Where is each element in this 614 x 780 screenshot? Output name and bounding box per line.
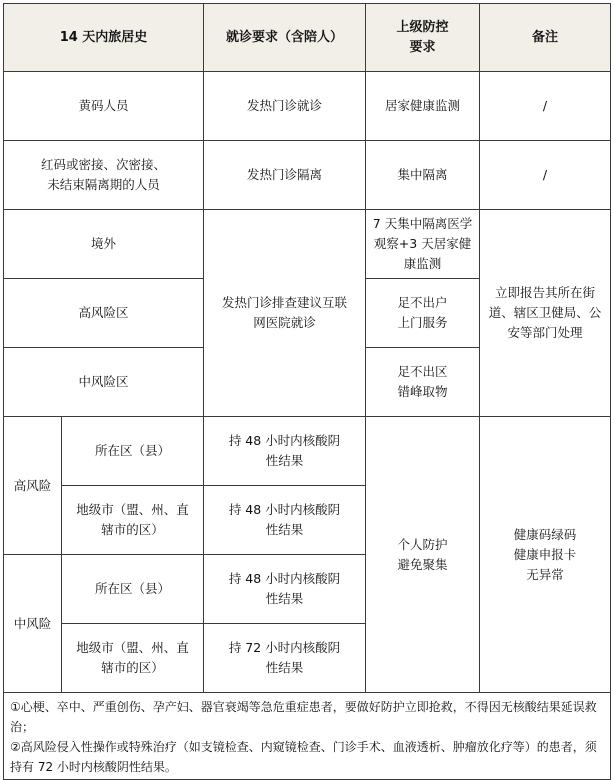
group-label-high: 高风险 xyxy=(4,417,62,555)
visit-mid-city: 持 72 小时内核酸阴性结果 xyxy=(204,624,366,693)
policy-table xyxy=(3,3,611,780)
note-risk-groups: 健康码绿码健康申报卡无异常 xyxy=(480,417,611,693)
sub-label-high-county: 所在区（县） xyxy=(62,417,204,486)
footnotes xyxy=(4,693,611,780)
sub-label-mid-city: 地级市（盟、州、直辖市的区） xyxy=(62,624,204,693)
control-high-area: 足不出户上门服务 xyxy=(366,279,480,348)
row-label-red: 红码或密接、次密接、未结束隔离期的人员 xyxy=(4,141,204,210)
row-label-overseas: 境外 xyxy=(4,210,204,279)
row-label-mid-area: 中风险区 xyxy=(4,348,204,417)
control-red: 集中隔离 xyxy=(366,141,480,210)
note-shared: 立即报告其所在街道、辖区卫健局、公安等部门处理 xyxy=(480,210,611,417)
group-label-mid: 中风险 xyxy=(4,555,62,693)
visit-shared: 发热门诊排查建议互联网医院就诊 xyxy=(204,210,366,417)
header-remarks: 备注 xyxy=(480,4,611,72)
control-yellow: 居家健康监测 xyxy=(366,72,480,141)
control-overseas: 7 天集中隔离医学观察+3 天居家健康监测 xyxy=(366,210,480,279)
footnotes-row xyxy=(4,693,611,780)
visit-yellow: 发热门诊就诊 xyxy=(204,72,366,141)
table-row xyxy=(4,210,611,279)
row-label-yellow: 黄码人员 xyxy=(4,72,204,141)
row-label-high-area: 高风险区 xyxy=(4,279,204,348)
header-control-requirement: 上级防控要求 xyxy=(366,4,480,72)
visit-red: 发热门诊隔离 xyxy=(204,141,366,210)
table-row xyxy=(4,417,611,486)
header-travel-history: 14 天内旅居史 xyxy=(4,4,204,72)
table-row xyxy=(4,72,611,141)
visit-high-city: 持 48 小时内核酸阴性结果 xyxy=(204,486,366,555)
footnote-1: ①心梗、卒中、严重创伤、孕产妇、器官衰竭等急危重症患者，要做好防护立即抢救，不得因无核酸结果延误救治； xyxy=(10,700,597,734)
note-yellow: / xyxy=(480,72,611,141)
note-red: / xyxy=(480,141,611,210)
sub-label-high-city: 地级市（盟、州、直辖市的区） xyxy=(62,486,204,555)
visit-high-county: 持 48 小时内核酸阴性结果 xyxy=(204,417,366,486)
footnote-2: ②高风险侵入性操作或特殊治疗（如支镜检查、内窥镜检查、门诊手术、血液透析、肿瘤放化疗等）的患者，须持有 72 小时内核酸阴性结果。 xyxy=(10,740,597,774)
control-risk-groups: 个人防护避免聚集 xyxy=(366,417,480,693)
header-visit-requirement: 就诊要求（含陪人） xyxy=(204,4,366,72)
table-row xyxy=(4,141,611,210)
visit-mid-county: 持 48 小时内核酸阴性结果 xyxy=(204,555,366,624)
control-mid-area: 足不出区错峰取物 xyxy=(366,348,480,417)
header-row xyxy=(4,4,611,72)
sub-label-mid-county: 所在区（县） xyxy=(62,555,204,624)
